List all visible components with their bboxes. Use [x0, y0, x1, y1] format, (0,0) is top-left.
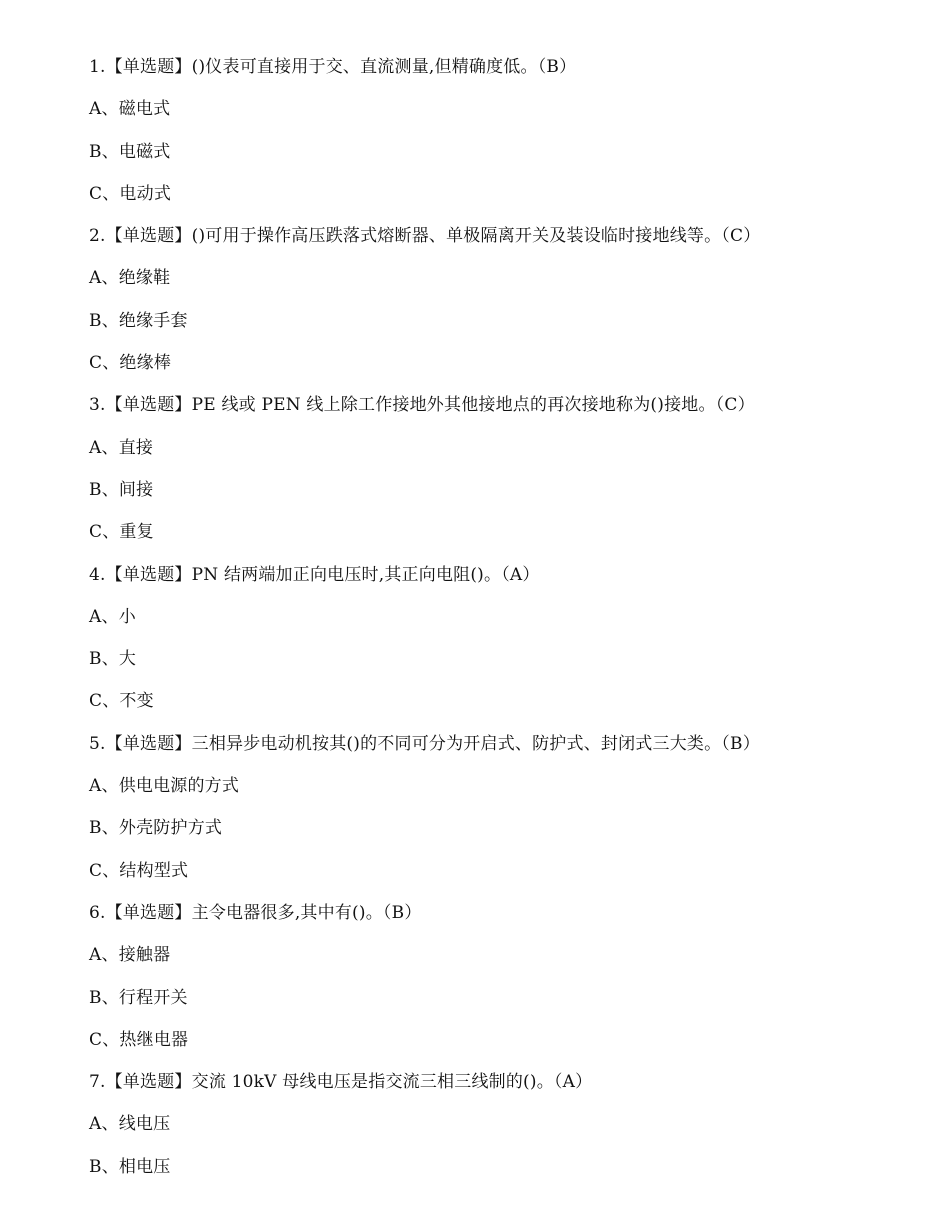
option-letter: A、 [89, 1114, 119, 1135]
option-text: 小 [118, 606, 136, 627]
option-text: 不变 [119, 691, 154, 712]
option-text: 相电压 [118, 1156, 171, 1177]
option-letter: A、 [89, 606, 119, 627]
answer-letter: B [730, 733, 743, 754]
option-text: 绝缘手套 [118, 310, 188, 331]
option-letter: B、 [89, 310, 119, 331]
option-letter: A、 [89, 437, 119, 458]
option-line [89, 267, 909, 309]
option-letter: A、 [89, 268, 119, 289]
option-line [89, 310, 909, 352]
answer-bracket [716, 395, 755, 415]
question-number: 1. [89, 57, 106, 77]
option-line [89, 98, 909, 140]
option-line [89, 987, 909, 1029]
question-number: 6. [89, 902, 106, 923]
option-line [89, 944, 909, 986]
option-letter: C、 [89, 860, 120, 881]
option-text: 大 [118, 649, 137, 670]
answer-bracket [501, 565, 539, 585]
option-text: 外壳防护方式 [118, 818, 223, 839]
question-type-label: 【单选题】 [105, 564, 192, 585]
question-stem-line [89, 394, 909, 436]
answer-open-paren: （ [553, 1072, 563, 1093]
option-line [89, 1113, 909, 1155]
question-text: 主令电器很多,其中有()。 [191, 902, 383, 923]
answer-close-paren: ） [522, 564, 540, 585]
answer-bracket [538, 57, 577, 77]
option-letter: A、 [89, 945, 119, 966]
question-type-label: 【单选题】 [105, 733, 192, 754]
answer-letter: C [724, 395, 738, 416]
question-stem-line [89, 56, 909, 98]
answer-open-paren: （ [382, 902, 392, 923]
answer-open-paren: （ [501, 564, 510, 585]
answer-open-paren: （ [721, 733, 730, 754]
answer-bracket [383, 903, 422, 923]
question-type-label: 【单选题】 [105, 395, 192, 416]
option-text: 结构型式 [119, 860, 189, 881]
question-text: PN 结两端加正向电压时,其正向电阻()。 [191, 564, 502, 585]
question-number: 4. [89, 564, 106, 585]
option-letter: B、 [89, 141, 119, 162]
question-document [89, 56, 909, 1198]
option-line [89, 479, 909, 521]
answer-close-paren: ） [737, 395, 755, 416]
question-type-label: 【单选题】 [105, 57, 192, 77]
answer-open-paren: （ [721, 226, 730, 247]
option-line [89, 183, 909, 225]
option-text: 磁电式 [118, 99, 171, 120]
option-text: 电动式 [119, 183, 172, 204]
option-letter: B、 [89, 479, 119, 500]
answer-close-paren: ） [575, 1072, 593, 1093]
option-letter: B、 [89, 1156, 119, 1177]
option-text: 重复 [119, 522, 154, 543]
question-number: 3. [89, 395, 106, 416]
answer-letter: B [391, 902, 405, 923]
answer-open-paren: （ [537, 57, 547, 77]
option-line [89, 521, 909, 563]
question-text: ()仪表可直接用于交、直流测量,但精确度低。 [191, 57, 538, 77]
option-line [89, 775, 909, 817]
option-letter: A、 [89, 776, 119, 797]
answer-letter: C [730, 226, 744, 247]
option-line [89, 352, 909, 394]
option-line [89, 437, 909, 479]
question-type-label: 【单选题】 [105, 902, 192, 923]
answer-close-paren: ） [404, 902, 422, 923]
option-text: 直接 [118, 437, 154, 458]
option-text: 供电电源的方式 [118, 776, 240, 797]
option-line [89, 860, 909, 902]
answer-open-paren: （ [715, 395, 725, 416]
option-text: 行程开关 [118, 987, 188, 1008]
option-letter: C、 [89, 522, 120, 543]
answer-letter: B [546, 57, 560, 77]
question-text: PE 线或 PEN 线上除工作接地外其他接地点的再次接地称为()接地。 [191, 395, 716, 416]
option-line [89, 690, 909, 732]
answer-bracket [721, 226, 760, 246]
option-letter: B、 [89, 649, 119, 670]
option-text: 线电压 [118, 1114, 171, 1135]
option-line [89, 1156, 909, 1198]
answer-letter: A [562, 1072, 576, 1093]
question-number: 7. [89, 1072, 106, 1093]
option-letter: C、 [89, 691, 120, 712]
question-number: 5. [89, 733, 106, 754]
question-stem-line [89, 902, 909, 944]
option-letter: C、 [89, 353, 120, 374]
question-type-label: 【单选题】 [105, 226, 192, 247]
option-text: 绝缘鞋 [118, 268, 171, 289]
option-letter: C、 [89, 1029, 120, 1050]
question-text: ()可用于操作高压跌落式熔断器、单极隔离开关及装设临时接地线等。 [191, 226, 722, 247]
question-stem-line [89, 564, 909, 606]
option-text: 接触器 [118, 945, 171, 966]
option-letter: B、 [89, 987, 119, 1008]
option-text: 间接 [118, 479, 154, 500]
question-stem-line [89, 733, 909, 775]
question-text: 交流 10kV 母线电压是指交流三相三线制的()。 [191, 1072, 554, 1093]
answer-close-paren: ） [742, 733, 760, 754]
answer-bracket [721, 734, 760, 754]
question-stem-line [89, 1071, 909, 1113]
answer-letter: A [509, 564, 523, 585]
answer-close-paren: ） [559, 57, 577, 77]
option-letter: C、 [89, 183, 120, 204]
question-number: 2. [89, 226, 106, 247]
question-text: 三相异步电动机按其()的不同可分为开启式、防护式、封闭式三大类。 [191, 733, 722, 754]
question-type-label: 【单选题】 [105, 1072, 192, 1093]
option-line [89, 648, 909, 690]
option-line [89, 817, 909, 859]
answer-bracket [554, 1072, 592, 1092]
option-text: 热继电器 [119, 1029, 189, 1050]
option-line [89, 1029, 909, 1071]
option-letter: A、 [89, 99, 119, 120]
answer-close-paren: ） [743, 226, 761, 247]
question-stem-line [89, 225, 909, 267]
option-text: 电磁式 [118, 141, 171, 162]
option-line [89, 606, 909, 648]
option-letter: B、 [89, 818, 119, 839]
option-line [89, 141, 909, 183]
option-text: 绝缘棒 [119, 353, 172, 374]
